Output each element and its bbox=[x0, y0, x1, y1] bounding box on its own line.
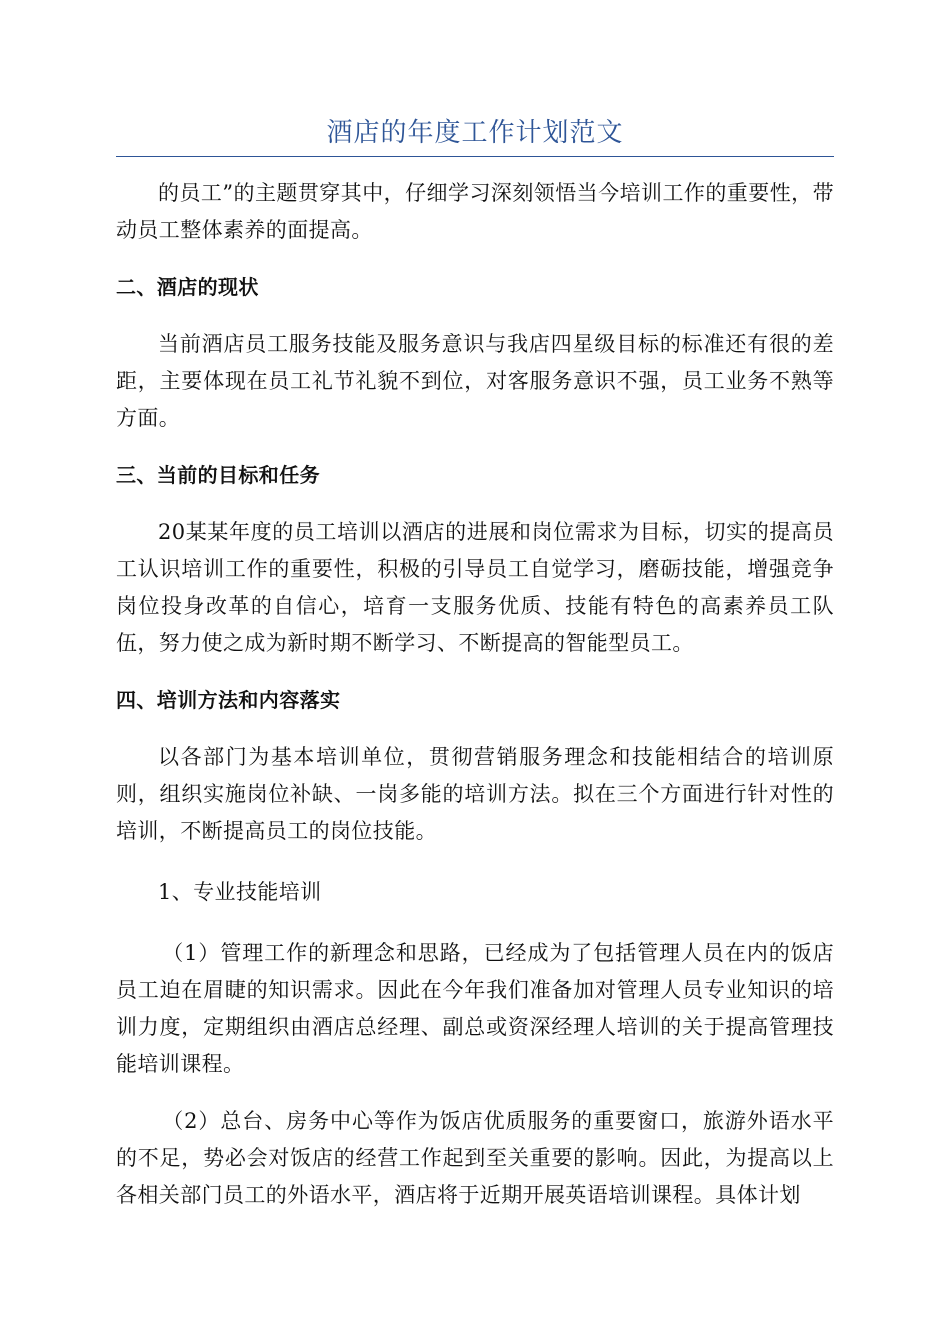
list-item-management-training: （1）管理工作的新理念和思路，已经成为了包括管理人员在内的饭店员工迫在眉睫的知识需求。因此在今年我们准备加对管理人员专业知识的培训力度，定期组织由酒店总经理、副总或资深经理人培训的关于提高管理技能培训课程。 bbox=[116, 941, 834, 1076]
list-item-language-training: （2）总台、房务中心等作为饭店优质服务的重要窗口，旅游外语水平的不足，势必会对饭店的经营工作起到至关重要的影响。因此，为提高以上各相关部门员工的外语水平，酒店将于近期开展英语培训课程。具体计划 bbox=[116, 1109, 834, 1207]
document-body bbox=[116, 175, 834, 1214]
page-title: 酒店的年度工作计划范文 bbox=[326, 118, 624, 148]
section-paragraph-training-methods: 以各部门为基本培训单位，贯彻营销服务理念和技能相结合的培训原则，组织实施岗位补缺、一岗多能的培训方法。拟在三个方面进行针对性的培训，不断提高员工的岗位技能。 bbox=[116, 745, 834, 843]
subheading-professional-skills: 1、专业技能培训 bbox=[158, 880, 322, 904]
section-paragraph-goals: 20某某年度的员工培训以酒店的进展和岗位需求为目标，切实的提高员工认识培训工作的重要性，积极的引导员工自觉学习，磨砺技能，增强竞争岗位投身改革的自信心，培育一支服务优质、技能有特色的高素养员工队伍，努力使之成为新时期不断学习、不断提高的智能型员工。 bbox=[116, 520, 834, 655]
section-paragraph-current-status: 当前酒店员工服务技能及服务意识与我店四星级目标的标准还有很的差距，主要体现在员工礼节礼貌不到位，对客服务意识不强，员工业务不熟等方面。 bbox=[116, 332, 834, 430]
section-heading-training-methods: 四、培训方法和内容落实 bbox=[116, 688, 341, 712]
intro-paragraph: 的员工”的主题贯穿其中，仔细学习深刻领悟当今培训工作的重要性，带动员工整体素养的面提高。 bbox=[116, 181, 834, 242]
section-heading-goals: 三、当前的目标和任务 bbox=[116, 463, 320, 487]
page-header bbox=[116, 112, 834, 157]
section-heading-current-status: 二、酒店的现状 bbox=[116, 275, 259, 299]
